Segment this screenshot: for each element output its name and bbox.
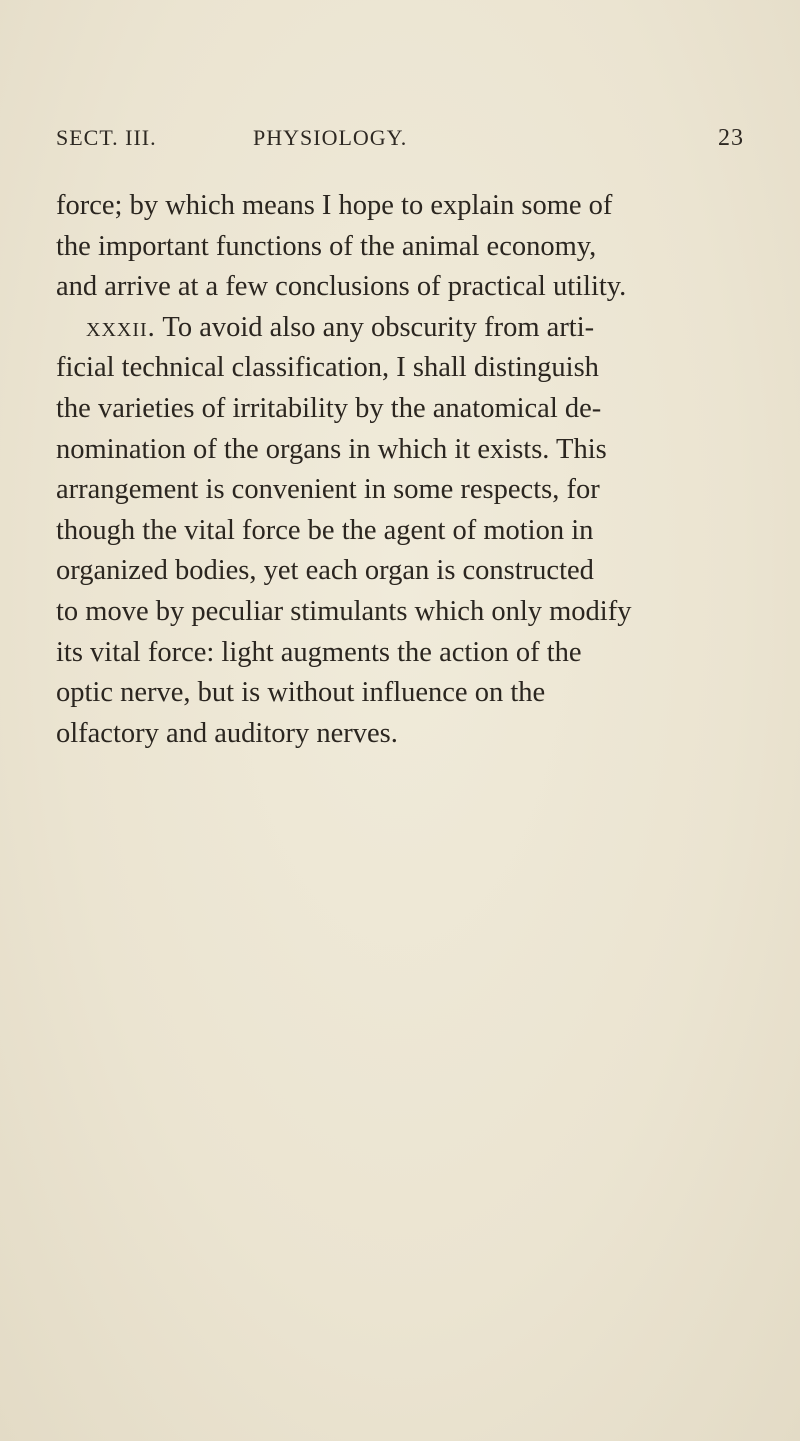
text-line: ficial technical classification, I shall distinguish: [56, 352, 599, 384]
text-line: olfactory and auditory nerves.: [56, 717, 398, 749]
text-line: and arrive at a few conclusions of practical utility.: [56, 271, 627, 303]
text-line: optic nerve, but is without influence on the: [56, 677, 546, 709]
text-line: to move by peculiar stimulants which only modify: [56, 595, 632, 627]
body-text: [56, 186, 776, 754]
text-line: force; by which means I hope to explain some of: [56, 190, 613, 221]
running-head: [56, 125, 744, 155]
section-label: SECT. III.: [56, 125, 157, 150]
text-line-content: To avoid also any obscurity from arti-: [162, 311, 595, 343]
text-line: the varieties of irritability by the anatomical de-: [56, 392, 602, 424]
text-line: though the vital force be the agent of motion in: [56, 514, 594, 546]
running-title: PHYSIOLOGY.: [253, 125, 408, 150]
section-number: xxxii.: [86, 311, 156, 343]
text-line: the important functions of the animal economy,: [56, 230, 597, 262]
text-line: arrangement is convenient in some respects, for: [56, 474, 600, 506]
text-line: [56, 308, 776, 349]
text-line: organized bodies, yet each organ is constructed: [56, 555, 594, 587]
text-line: nomination of the organs in which it exists. This: [56, 433, 607, 465]
text-line: its vital force: light augments the action of the: [56, 636, 582, 668]
page-number: 23: [718, 125, 744, 151]
